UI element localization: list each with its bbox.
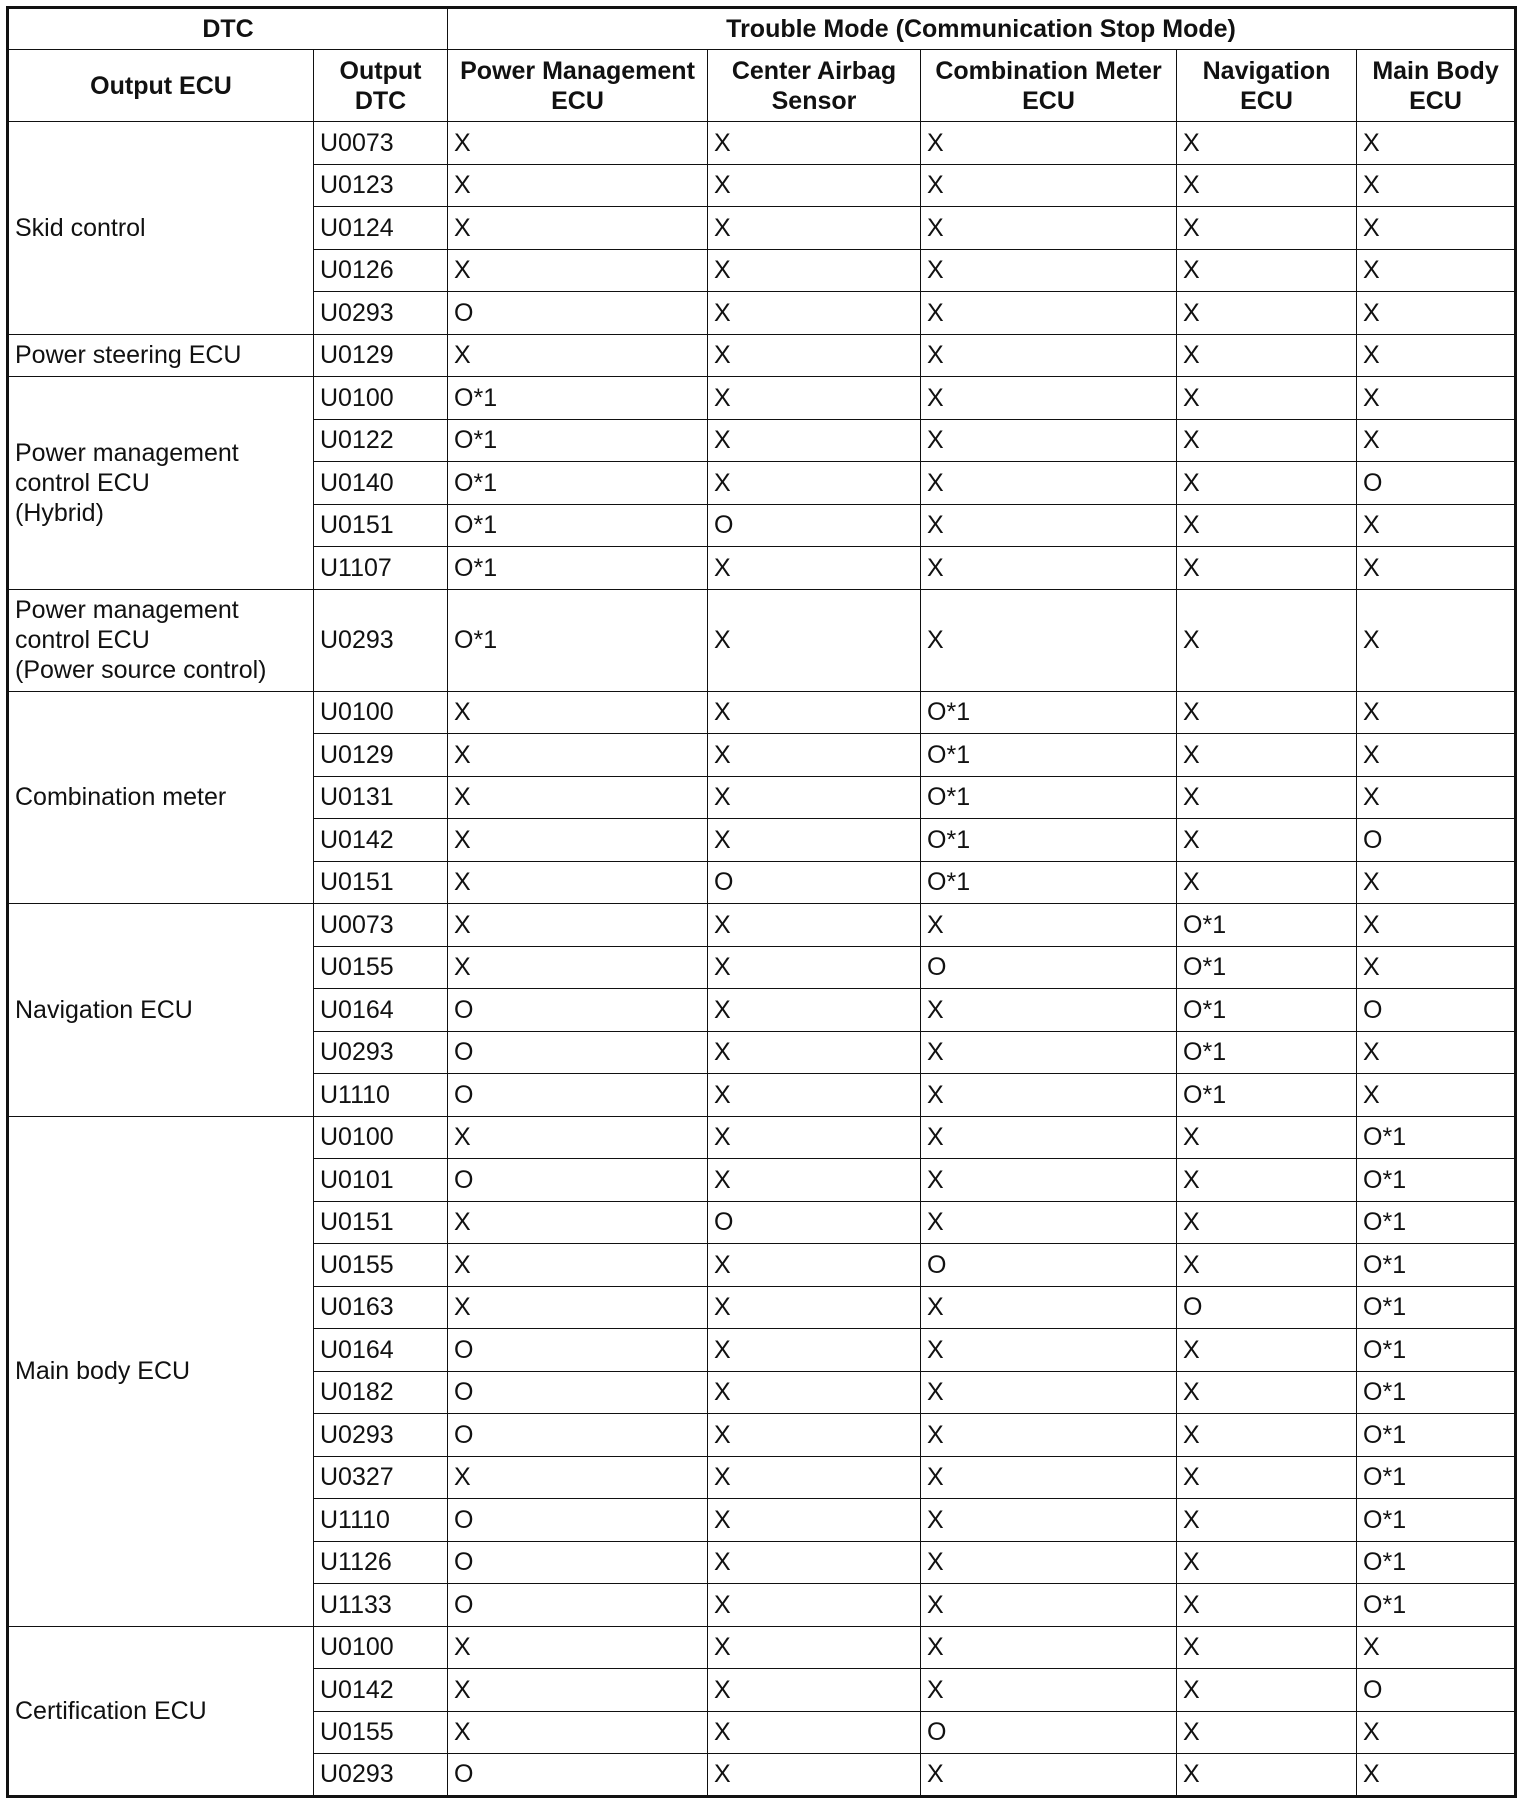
- trouble-mode-cell: X: [1357, 419, 1516, 462]
- trouble-mode-cell: O: [448, 1371, 708, 1414]
- trouble-mode-cell: X: [921, 1116, 1177, 1159]
- trouble-mode-cell: X: [708, 207, 921, 250]
- trouble-mode-cell: X: [708, 1754, 921, 1797]
- trouble-mode-cell: X: [921, 164, 1177, 207]
- trouble-mode-cell: O: [448, 292, 708, 335]
- trouble-mode-cell: O: [448, 1159, 708, 1202]
- trouble-mode-cell: X: [1357, 377, 1516, 420]
- trouble-mode-cell: X: [708, 1499, 921, 1542]
- trouble-mode-cell: X: [1177, 547, 1357, 590]
- trouble-mode-cell: X: [1357, 776, 1516, 819]
- trouble-mode-cell: O*1: [1357, 1116, 1516, 1159]
- trouble-mode-cell: O*1: [448, 377, 708, 420]
- trouble-mode-cell: X: [921, 504, 1177, 547]
- table-row: [8, 1626, 1516, 1669]
- trouble-mode-cell: X: [1177, 1754, 1357, 1797]
- trouble-mode-cell: X: [921, 334, 1177, 377]
- trouble-mode-cell: X: [448, 1201, 708, 1244]
- output-dtc-cell: U1110: [314, 1074, 448, 1117]
- output-dtc-cell: U0131: [314, 776, 448, 819]
- output-ecu-label: Power management: [15, 596, 239, 624]
- trouble-mode-cell: X: [448, 1286, 708, 1329]
- trouble-mode-cell: X: [1177, 334, 1357, 377]
- table-row: [8, 377, 1516, 420]
- trouble-mode-cell: X: [708, 1329, 921, 1372]
- trouble-mode-cell: X: [1177, 377, 1357, 420]
- trouble-mode-cell: X: [1177, 734, 1357, 777]
- trouble-mode-cell: X: [1177, 164, 1357, 207]
- trouble-mode-cell: X: [448, 1669, 708, 1712]
- output-dtc-cell: U0100: [314, 377, 448, 420]
- table-row: [8, 904, 1516, 947]
- trouble-mode-cell: O*1: [448, 419, 708, 462]
- output-dtc-cell: U1133: [314, 1584, 448, 1627]
- trouble-mode-cell: X: [708, 1286, 921, 1329]
- trouble-mode-cell: X: [921, 377, 1177, 420]
- output-ecu-label: Skid control: [15, 213, 146, 242]
- output-ecu-cell: [8, 377, 314, 590]
- output-dtc-cell: U1110: [314, 1499, 448, 1542]
- trouble-mode-cell: O: [448, 1031, 708, 1074]
- output-ecu-cell: [8, 904, 314, 1117]
- trouble-mode-cell: X: [1177, 1244, 1357, 1287]
- trouble-mode-cell: X: [708, 1414, 921, 1457]
- trouble-mode-cell: O: [448, 1074, 708, 1117]
- trouble-mode-cell: X: [921, 249, 1177, 292]
- trouble-mode-cell: X: [708, 904, 921, 947]
- trouble-mode-cell: X: [1357, 691, 1516, 734]
- trouble-mode-cell: X: [1177, 819, 1357, 862]
- output-dtc-cell: U0126: [314, 249, 448, 292]
- table-body: [8, 122, 1516, 1797]
- trouble-mode-cell: X: [448, 861, 708, 904]
- trouble-mode-cell: O: [448, 1329, 708, 1372]
- trouble-mode-cell: X: [1357, 207, 1516, 250]
- trouble-mode-cell: X: [1177, 1669, 1357, 1712]
- output-ecu-label: Power steering ECU: [15, 341, 242, 370]
- header-line: Power Management: [460, 56, 695, 85]
- trouble-mode-cell: X: [1177, 1584, 1357, 1627]
- output-ecu-label: Main body ECU: [15, 1357, 191, 1385]
- trouble-mode-cell: O*1: [448, 589, 708, 691]
- header-line: ECU: [1240, 86, 1293, 115]
- trouble-mode-cell: X: [1177, 1499, 1357, 1542]
- trouble-mode-cell: X: [708, 292, 921, 335]
- trouble-mode-cell: X: [708, 819, 921, 862]
- trouble-mode-cell: X: [708, 989, 921, 1032]
- trouble-mode-cell: X: [1177, 504, 1357, 547]
- trouble-mode-cell: X: [1177, 1159, 1357, 1202]
- header-line: ECU: [1022, 86, 1075, 115]
- output-dtc-cell: U0142: [314, 1669, 448, 1712]
- output-dtc-cell: U0151: [314, 504, 448, 547]
- trouble-mode-cell: X: [1357, 904, 1516, 947]
- trouble-mode-cell: X: [921, 1159, 1177, 1202]
- output-dtc-cell: U0124: [314, 207, 448, 250]
- trouble-mode-cell: O: [1357, 1669, 1516, 1712]
- trouble-mode-cell: X: [921, 1286, 1177, 1329]
- combination-meter-ecu-header: [921, 50, 1177, 122]
- trouble-mode-cell: O: [921, 1244, 1177, 1287]
- trouble-mode-cell: X: [708, 1371, 921, 1414]
- power-management-ecu-header: [448, 50, 708, 122]
- trouble-mode-cell: X: [1177, 1711, 1357, 1754]
- table-row: [8, 691, 1516, 734]
- trouble-mode-cell: X: [1177, 776, 1357, 819]
- output-ecu-label: (Hybrid): [15, 498, 104, 527]
- trouble-mode-cell: X: [1177, 589, 1357, 691]
- header-line: Output: [339, 56, 422, 85]
- trouble-mode-cell: X: [921, 1584, 1177, 1627]
- output-ecu-cell: [8, 1116, 314, 1626]
- trouble-mode-cell: X: [921, 462, 1177, 505]
- trouble-mode-cell: X: [708, 1711, 921, 1754]
- main-body-ecu-header: [1357, 50, 1516, 122]
- trouble-mode-cell: X: [708, 1116, 921, 1159]
- output-ecu-cell: [8, 691, 314, 904]
- trouble-mode-cell: X: [921, 1499, 1177, 1542]
- trouble-mode-cell: O: [448, 1499, 708, 1542]
- navigation-ecu-header: [1177, 50, 1357, 122]
- dtc-trouble-mode-table: [6, 6, 1517, 1798]
- trouble-mode-cell: O: [448, 1754, 708, 1797]
- trouble-mode-cell: X: [1177, 249, 1357, 292]
- trouble-mode-cell: X: [708, 377, 921, 420]
- trouble-mode-cell: X: [708, 1031, 921, 1074]
- output-dtc-cell: U0122: [314, 419, 448, 462]
- trouble-mode-cell: X: [1357, 292, 1516, 335]
- dtc-header: DTC: [8, 8, 448, 50]
- output-ecu-label: Certification ECU: [15, 1696, 207, 1725]
- output-dtc-cell: U0293: [314, 292, 448, 335]
- trouble-mode-cell: X: [921, 1329, 1177, 1372]
- header-line: Navigation: [1202, 56, 1331, 85]
- output-dtc-cell: U0155: [314, 946, 448, 989]
- trouble-mode-cell: X: [708, 734, 921, 777]
- trouble-mode-cell: O*1: [448, 462, 708, 505]
- trouble-mode-cell: O: [448, 989, 708, 1032]
- trouble-mode-cell: O: [1177, 1286, 1357, 1329]
- trouble-mode-cell: X: [708, 1159, 921, 1202]
- trouble-mode-cell: X: [448, 946, 708, 989]
- header-row-2: [8, 50, 1516, 122]
- trouble-mode-cell: O*1: [1177, 1031, 1357, 1074]
- trouble-mode-cell: X: [708, 1626, 921, 1669]
- trouble-mode-cell: O*1: [1357, 1541, 1516, 1584]
- trouble-mode-cell: X: [1177, 292, 1357, 335]
- header-row-1: [8, 8, 1516, 50]
- trouble-mode-cell: X: [1357, 861, 1516, 904]
- trouble-mode-cell: X: [921, 419, 1177, 462]
- trouble-mode-cell: O: [448, 1541, 708, 1584]
- trouble-mode-cell: O: [1357, 819, 1516, 862]
- trouble-mode-cell: X: [1357, 249, 1516, 292]
- output-dtc-cell: U0142: [314, 819, 448, 862]
- center-airbag-sensor-header: [708, 50, 921, 122]
- output-ecu-label: control ECU: [15, 626, 150, 654]
- header-line: DTC: [354, 86, 407, 115]
- trouble-mode-cell: X: [1357, 122, 1516, 165]
- trouble-mode-cell: X: [1357, 946, 1516, 989]
- output-dtc-cell: U0163: [314, 1286, 448, 1329]
- trouble-mode-cell: O*1: [1357, 1286, 1516, 1329]
- output-dtc-cell: U0293: [314, 1031, 448, 1074]
- trouble-mode-cell: X: [921, 122, 1177, 165]
- trouble-mode-cell: O*1: [1177, 946, 1357, 989]
- output-ecu-label: Combination meter: [15, 783, 227, 812]
- trouble-mode-cell: X: [1177, 1201, 1357, 1244]
- trouble-mode-cell: X: [1177, 1626, 1357, 1669]
- output-dtc-cell: U0129: [314, 734, 448, 777]
- trouble-mode-cell: O*1: [1357, 1329, 1516, 1372]
- trouble-mode-cell: X: [1177, 1414, 1357, 1457]
- output-ecu-cell: [8, 1626, 314, 1796]
- trouble-mode-cell: X: [708, 334, 921, 377]
- trouble-mode-cell: X: [448, 1711, 708, 1754]
- trouble-mode-cell: X: [708, 1669, 921, 1712]
- trouble-mode-cell: X: [921, 207, 1177, 250]
- trouble-mode-cell: X: [1357, 734, 1516, 777]
- table-row: [8, 1116, 1516, 1159]
- trouble-mode-cell: X: [448, 734, 708, 777]
- trouble-mode-cell: X: [921, 1031, 1177, 1074]
- trouble-mode-cell: X: [921, 589, 1177, 691]
- trouble-mode-cell: O: [1357, 462, 1516, 505]
- trouble-mode-cell: X: [1357, 504, 1516, 547]
- trouble-mode-cell: O*1: [921, 861, 1177, 904]
- trouble-mode-cell: X: [448, 1456, 708, 1499]
- output-ecu-label: (Power source control): [15, 656, 267, 684]
- trouble-mode-cell: O*1: [921, 776, 1177, 819]
- trouble-mode-cell: X: [1357, 1626, 1516, 1669]
- trouble-mode-cell: X: [1357, 1711, 1516, 1754]
- trouble-mode-cell: X: [1177, 1329, 1357, 1372]
- output-dtc-cell: U0293: [314, 1754, 448, 1797]
- output-ecu-header: Output ECU: [8, 50, 314, 122]
- trouble-mode-cell: X: [1177, 1116, 1357, 1159]
- trouble-mode-cell: X: [1357, 589, 1516, 691]
- output-ecu-label: control ECU: [15, 468, 150, 497]
- trouble-mode-cell: X: [921, 989, 1177, 1032]
- trouble-mode-cell: O: [921, 1711, 1177, 1754]
- header-line: Sensor: [771, 86, 857, 115]
- trouble-mode-cell: O*1: [1177, 904, 1357, 947]
- output-dtc-cell: U0151: [314, 1201, 448, 1244]
- trouble-mode-cell: X: [1177, 462, 1357, 505]
- output-dtc-cell: U0327: [314, 1456, 448, 1499]
- trouble-mode-cell: X: [1357, 547, 1516, 590]
- trouble-mode-cell: X: [1177, 1371, 1357, 1414]
- trouble-mode-cell: X: [448, 1116, 708, 1159]
- trouble-mode-cell: X: [921, 1414, 1177, 1457]
- trouble-mode-cell: O: [708, 1201, 921, 1244]
- trouble-mode-cell: X: [1177, 861, 1357, 904]
- output-ecu-cell: [8, 122, 314, 335]
- output-dtc-cell: U0101: [314, 1159, 448, 1202]
- trouble-mode-cell: X: [708, 122, 921, 165]
- output-dtc-cell: U0129: [314, 334, 448, 377]
- output-ecu-cell: [8, 589, 314, 691]
- trouble-mode-cell: X: [448, 776, 708, 819]
- trouble-mode-cell: X: [708, 249, 921, 292]
- table-row: [8, 334, 1516, 377]
- output-dtc-cell: U0073: [314, 122, 448, 165]
- trouble-mode-cell: O*1: [1357, 1371, 1516, 1414]
- trouble-mode-cell: X: [708, 462, 921, 505]
- trouble-mode-cell: X: [448, 249, 708, 292]
- header-line: ECU: [1409, 86, 1462, 115]
- trouble-mode-cell: O*1: [1357, 1201, 1516, 1244]
- trouble-mode-cell: O*1: [921, 819, 1177, 862]
- table-row: [8, 589, 1516, 691]
- trouble-mode-cell: X: [1357, 1754, 1516, 1797]
- trouble-mode-cell: X: [448, 164, 708, 207]
- output-ecu-label: Power management: [15, 438, 239, 467]
- header-line: Center Airbag: [731, 56, 897, 85]
- output-ecu-label: Navigation ECU: [15, 995, 193, 1024]
- trouble-mode-cell: X: [921, 1754, 1177, 1797]
- output-dtc-cell: U0155: [314, 1244, 448, 1287]
- output-ecu-cell: [8, 334, 314, 377]
- trouble-mode-cell: X: [708, 1541, 921, 1584]
- trouble-mode-cell: X: [921, 1074, 1177, 1117]
- trouble-mode-header: Trouble Mode (Communication Stop Mode): [448, 8, 1516, 50]
- trouble-mode-cell: X: [1177, 1456, 1357, 1499]
- trouble-mode-cell: O*1: [921, 734, 1177, 777]
- trouble-mode-cell: X: [1177, 691, 1357, 734]
- trouble-mode-cell: X: [448, 819, 708, 862]
- trouble-mode-cell: X: [1357, 164, 1516, 207]
- trouble-mode-cell: O: [448, 1584, 708, 1627]
- trouble-mode-cell: X: [708, 946, 921, 989]
- trouble-mode-cell: X: [708, 1074, 921, 1117]
- trouble-mode-cell: O: [708, 504, 921, 547]
- trouble-mode-cell: X: [921, 547, 1177, 590]
- output-dtc-cell: U0164: [314, 989, 448, 1032]
- output-dtc-cell: U0293: [314, 1414, 448, 1457]
- trouble-mode-cell: O*1: [1177, 1074, 1357, 1117]
- trouble-mode-cell: X: [708, 1456, 921, 1499]
- trouble-mode-cell: X: [708, 419, 921, 462]
- trouble-mode-cell: O*1: [1357, 1456, 1516, 1499]
- trouble-mode-cell: O*1: [1177, 989, 1357, 1032]
- trouble-mode-cell: X: [448, 1244, 708, 1287]
- trouble-mode-cell: X: [448, 122, 708, 165]
- trouble-mode-cell: O: [708, 861, 921, 904]
- trouble-mode-cell: O*1: [1357, 1414, 1516, 1457]
- output-dtc-cell: U0073: [314, 904, 448, 947]
- trouble-mode-cell: X: [921, 1626, 1177, 1669]
- header-line: ECU: [551, 86, 604, 115]
- trouble-mode-cell: X: [1357, 1074, 1516, 1117]
- trouble-mode-cell: X: [708, 589, 921, 691]
- output-dtc-cell: U0293: [314, 589, 448, 691]
- output-dtc-cell: U0123: [314, 164, 448, 207]
- trouble-mode-cell: X: [708, 1244, 921, 1287]
- trouble-mode-cell: X: [1357, 334, 1516, 377]
- output-dtc-cell: U0155: [314, 1711, 448, 1754]
- output-dtc-cell: U0182: [314, 1371, 448, 1414]
- trouble-mode-cell: X: [708, 547, 921, 590]
- trouble-mode-cell: X: [1177, 122, 1357, 165]
- trouble-mode-cell: O*1: [1357, 1584, 1516, 1627]
- trouble-mode-cell: X: [921, 1371, 1177, 1414]
- trouble-mode-cell: O: [448, 1414, 708, 1457]
- output-dtc-cell: U0100: [314, 1116, 448, 1159]
- trouble-mode-cell: O*1: [448, 547, 708, 590]
- output-dtc-cell: U0140: [314, 462, 448, 505]
- output-dtc-cell: U0164: [314, 1329, 448, 1372]
- trouble-mode-cell: X: [448, 691, 708, 734]
- trouble-mode-cell: X: [921, 1669, 1177, 1712]
- trouble-mode-cell: X: [448, 334, 708, 377]
- trouble-mode-cell: O*1: [1357, 1499, 1516, 1542]
- trouble-mode-cell: X: [448, 904, 708, 947]
- trouble-mode-cell: X: [1177, 419, 1357, 462]
- trouble-mode-cell: X: [921, 292, 1177, 335]
- header-line: Combination Meter: [935, 56, 1162, 85]
- output-dtc-cell: U0100: [314, 691, 448, 734]
- trouble-mode-cell: X: [708, 691, 921, 734]
- trouble-mode-cell: O: [1357, 989, 1516, 1032]
- trouble-mode-cell: O*1: [1357, 1244, 1516, 1287]
- table-row: [8, 122, 1516, 165]
- trouble-mode-cell: X: [448, 207, 708, 250]
- trouble-mode-cell: O*1: [1357, 1159, 1516, 1202]
- output-dtc-header: [314, 50, 448, 122]
- trouble-mode-cell: O*1: [448, 504, 708, 547]
- trouble-mode-cell: X: [708, 164, 921, 207]
- trouble-mode-cell: O: [921, 946, 1177, 989]
- output-dtc-cell: U1107: [314, 547, 448, 590]
- trouble-mode-cell: O*1: [921, 691, 1177, 734]
- output-dtc-cell: U1126: [314, 1541, 448, 1584]
- output-dtc-cell: U0100: [314, 1626, 448, 1669]
- trouble-mode-cell: X: [708, 1584, 921, 1627]
- trouble-mode-cell: X: [1177, 1541, 1357, 1584]
- trouble-mode-cell: X: [921, 1541, 1177, 1584]
- trouble-mode-cell: X: [921, 904, 1177, 947]
- trouble-mode-cell: X: [1177, 207, 1357, 250]
- trouble-mode-cell: X: [921, 1456, 1177, 1499]
- header-line: Main Body: [1372, 56, 1499, 85]
- trouble-mode-cell: X: [1357, 1031, 1516, 1074]
- trouble-mode-cell: X: [708, 776, 921, 819]
- trouble-mode-cell: X: [448, 1626, 708, 1669]
- trouble-mode-cell: X: [921, 1201, 1177, 1244]
- output-dtc-cell: U0151: [314, 861, 448, 904]
